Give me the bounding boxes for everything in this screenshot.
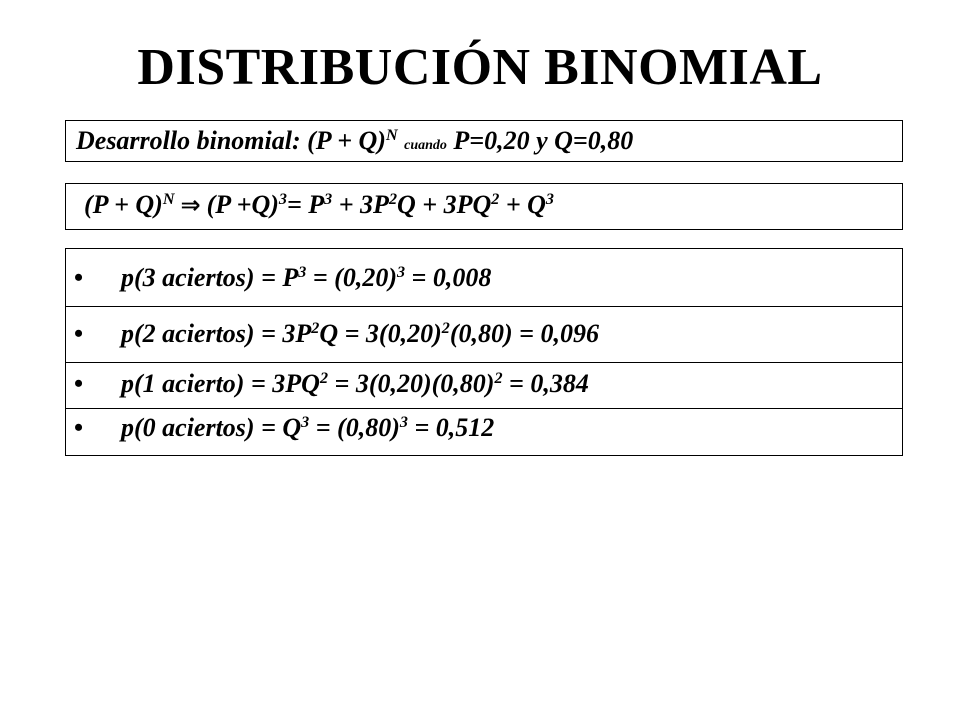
item-part-b: = (0,80) (309, 413, 400, 442)
list-item (66, 409, 902, 455)
list-item (66, 363, 902, 409)
formula-exp-5: 3 (545, 191, 554, 209)
item-part-b: Q = 3(0,20) (319, 319, 442, 348)
subtitle-prefix: Desarrollo binomial: (P + Q) (76, 126, 386, 155)
item-exp-b: 3 (399, 414, 408, 432)
subtitle-text (76, 126, 633, 156)
bullet-icon: • (74, 319, 84, 348)
formula-exp-4: 2 (491, 191, 500, 209)
item-part-a: p(3 aciertos) = P (121, 263, 299, 292)
item-exp-b: 2 (494, 370, 503, 388)
formula-lhs-exponent: N (162, 191, 175, 209)
formula-term-4: Q + 3PQ (397, 190, 492, 219)
item-exp-b: 3 (396, 264, 406, 282)
bullet-icon: • (74, 263, 84, 292)
item-part-c: (0,80) = 0,096 (449, 319, 599, 348)
subtitle-cuando: cuando (404, 138, 447, 153)
item-part-a: p(2 aciertos) = 3P (121, 319, 312, 348)
bullet-icon: • (74, 413, 84, 442)
list-item-text (121, 413, 494, 443)
formula-text (84, 190, 554, 220)
formula-exp-2: 3 (324, 191, 333, 209)
item-exp-a: 2 (311, 320, 320, 338)
subtitle-box (65, 120, 903, 162)
item-part-c: = 0,512 (407, 413, 495, 442)
list-item (66, 249, 902, 307)
subtitle-values: P=0,20 y Q=0,80 (453, 126, 634, 155)
item-part-b: = 3(0,20)(0,80) (328, 369, 495, 398)
item-part-a: p(1 acierto) = 3PQ (121, 369, 320, 398)
list-item-text (121, 319, 599, 349)
page-title: DISTRIBUCIÓN BINOMIAL (137, 39, 823, 96)
item-exp-a: 3 (301, 414, 310, 432)
item-exp-a: 3 (298, 264, 307, 282)
formula-exp-3: 2 (388, 191, 397, 209)
item-exp-a: 2 (319, 370, 328, 388)
item-part-c: = 0,008 (405, 263, 492, 292)
list-item (66, 307, 902, 363)
bullet-icon: • (74, 369, 84, 398)
list-item-text (121, 263, 491, 293)
subtitle-exponent: N (385, 127, 398, 145)
item-exp-b: 2 (441, 320, 450, 338)
formula-term-1: (P +Q) (206, 190, 279, 219)
item-part-a: p(0 aciertos) = Q (121, 413, 302, 442)
list-item-text (121, 369, 589, 399)
probability-list (65, 248, 903, 456)
formula-term-3: + 3P (332, 190, 389, 219)
implies-arrow-icon: ⇒ (180, 191, 201, 219)
item-part-b: = (0,20) (306, 263, 397, 292)
formula-term-5: + Q (499, 190, 546, 219)
item-part-c: = 0,384 (502, 369, 589, 398)
formula-term-2: = P (286, 190, 325, 219)
formula-lhs: (P + Q) (84, 190, 163, 219)
formula-exp-1: 3 (278, 191, 287, 209)
formula-box (65, 183, 903, 230)
